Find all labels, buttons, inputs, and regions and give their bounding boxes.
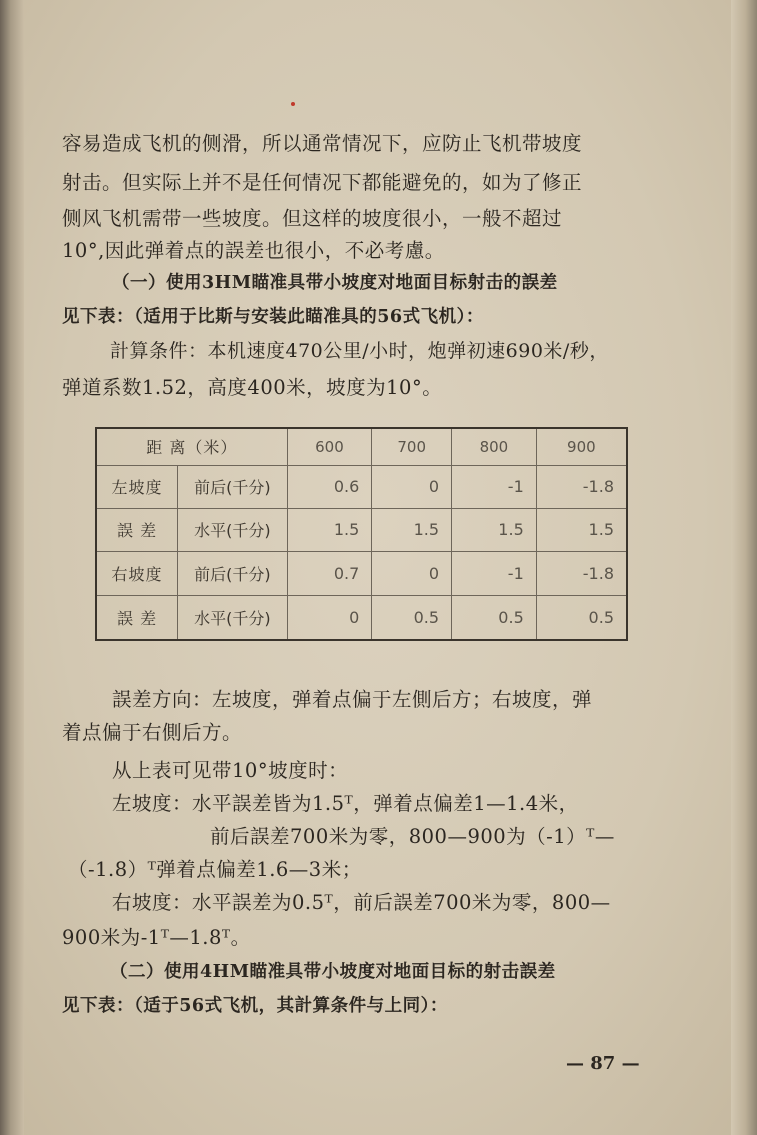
row-type: 前后(千分) bbox=[178, 465, 287, 508]
table-cell: -1.8 bbox=[536, 465, 627, 508]
distance-600: 600 bbox=[287, 428, 372, 465]
right-bank-label: 右坡度 bbox=[96, 551, 178, 595]
table-cell: 0 bbox=[372, 465, 452, 508]
text-line: 弹道系数1.52，高度400米，坡度为10°。 bbox=[62, 376, 443, 399]
table-cell: 0.5 bbox=[536, 595, 627, 640]
row-type: 水平(千分) bbox=[178, 508, 287, 551]
red-ink-mark bbox=[291, 102, 295, 106]
page-edge-shadow bbox=[731, 0, 757, 1135]
table-cell: 0 bbox=[287, 595, 372, 640]
section-heading: （一）使用3HM瞄准具带小坡度对地面目标射击的誤差 bbox=[112, 273, 558, 293]
text-line: 从上表可见带10°坡度时： bbox=[112, 759, 349, 782]
section-heading: （二）使用4HM瞄准具带小坡度对地面目标的射击誤差 bbox=[110, 962, 556, 982]
table-cell: 0.6 bbox=[287, 465, 372, 508]
book-spine-shadow bbox=[0, 0, 24, 1135]
text-line: 10°,因此弹着点的誤差也很小，不必考慮。 bbox=[62, 239, 445, 262]
distance-900: 900 bbox=[536, 428, 627, 465]
table-cell: 1.5 bbox=[372, 508, 452, 551]
right-error-label: 誤 差 bbox=[96, 595, 178, 640]
left-error-label: 誤 差 bbox=[96, 508, 178, 551]
table-cell: 0.7 bbox=[287, 551, 372, 595]
table-cell: -1 bbox=[452, 551, 537, 595]
text-line: 900米为-1ᵀ—1.8ᵀ。 bbox=[62, 926, 251, 949]
table-cell: -1 bbox=[452, 465, 537, 508]
section-heading: 见下表：（适用于比斯与安装此瞄准具的56式飞机）： bbox=[62, 307, 484, 327]
table-cell: -1.8 bbox=[536, 551, 627, 595]
distance-header: 距 离（米） bbox=[96, 428, 287, 465]
distance-700: 700 bbox=[372, 428, 452, 465]
table-cell: 1.5 bbox=[452, 508, 537, 551]
row-type: 水平(千分) bbox=[178, 595, 287, 640]
page-number: — 87 — bbox=[566, 1053, 640, 1074]
text-line: 右坡度：水平誤差为0.5ᵀ，前后誤差700米为零，800— bbox=[112, 891, 611, 914]
text-line: 誤差方向：左坡度，弹着点偏于左側后方；右坡度，弹 bbox=[112, 688, 593, 711]
text-line: 左坡度：水平誤差皆为1.5ᵀ，弹着点偏差1—1.4米， bbox=[112, 792, 579, 815]
section-heading: 见下表：（适于56式飞机，其計算条件与上同）： bbox=[62, 996, 448, 1016]
text-line: 射击。但实际上并不是任何情况下都能避免的，如为了修正 bbox=[62, 171, 583, 194]
text-line: 着点偏于右側后方。 bbox=[62, 721, 243, 744]
table-cell: 0 bbox=[372, 551, 452, 595]
left-bank-label: 左坡度 bbox=[96, 465, 178, 508]
text-line: 容易造成飞机的侧滑，所以通常情况下，应防止飞机带坡度 bbox=[62, 132, 583, 155]
text-line: 侧风飞机需带一些坡度。但这样的坡度很小，一般不超过 bbox=[62, 207, 563, 230]
text-line: 前后誤差700米为零，800—900为（-1）ᵀ— bbox=[210, 825, 615, 848]
table-cell: 0.5 bbox=[452, 595, 537, 640]
text-line: （-1.8）ᵀ弹着点偏差1.6—3米； bbox=[68, 858, 362, 881]
table-cell: 0.5 bbox=[372, 595, 452, 640]
row-type: 前后(千分) bbox=[178, 551, 287, 595]
table-cell: 1.5 bbox=[536, 508, 627, 551]
error-table bbox=[95, 427, 628, 641]
text-line: 計算条件：本机速度470公里/小时，炮弹初速690米/秒， bbox=[110, 340, 609, 362]
table-cell: 1.5 bbox=[287, 508, 372, 551]
distance-800: 800 bbox=[452, 428, 537, 465]
